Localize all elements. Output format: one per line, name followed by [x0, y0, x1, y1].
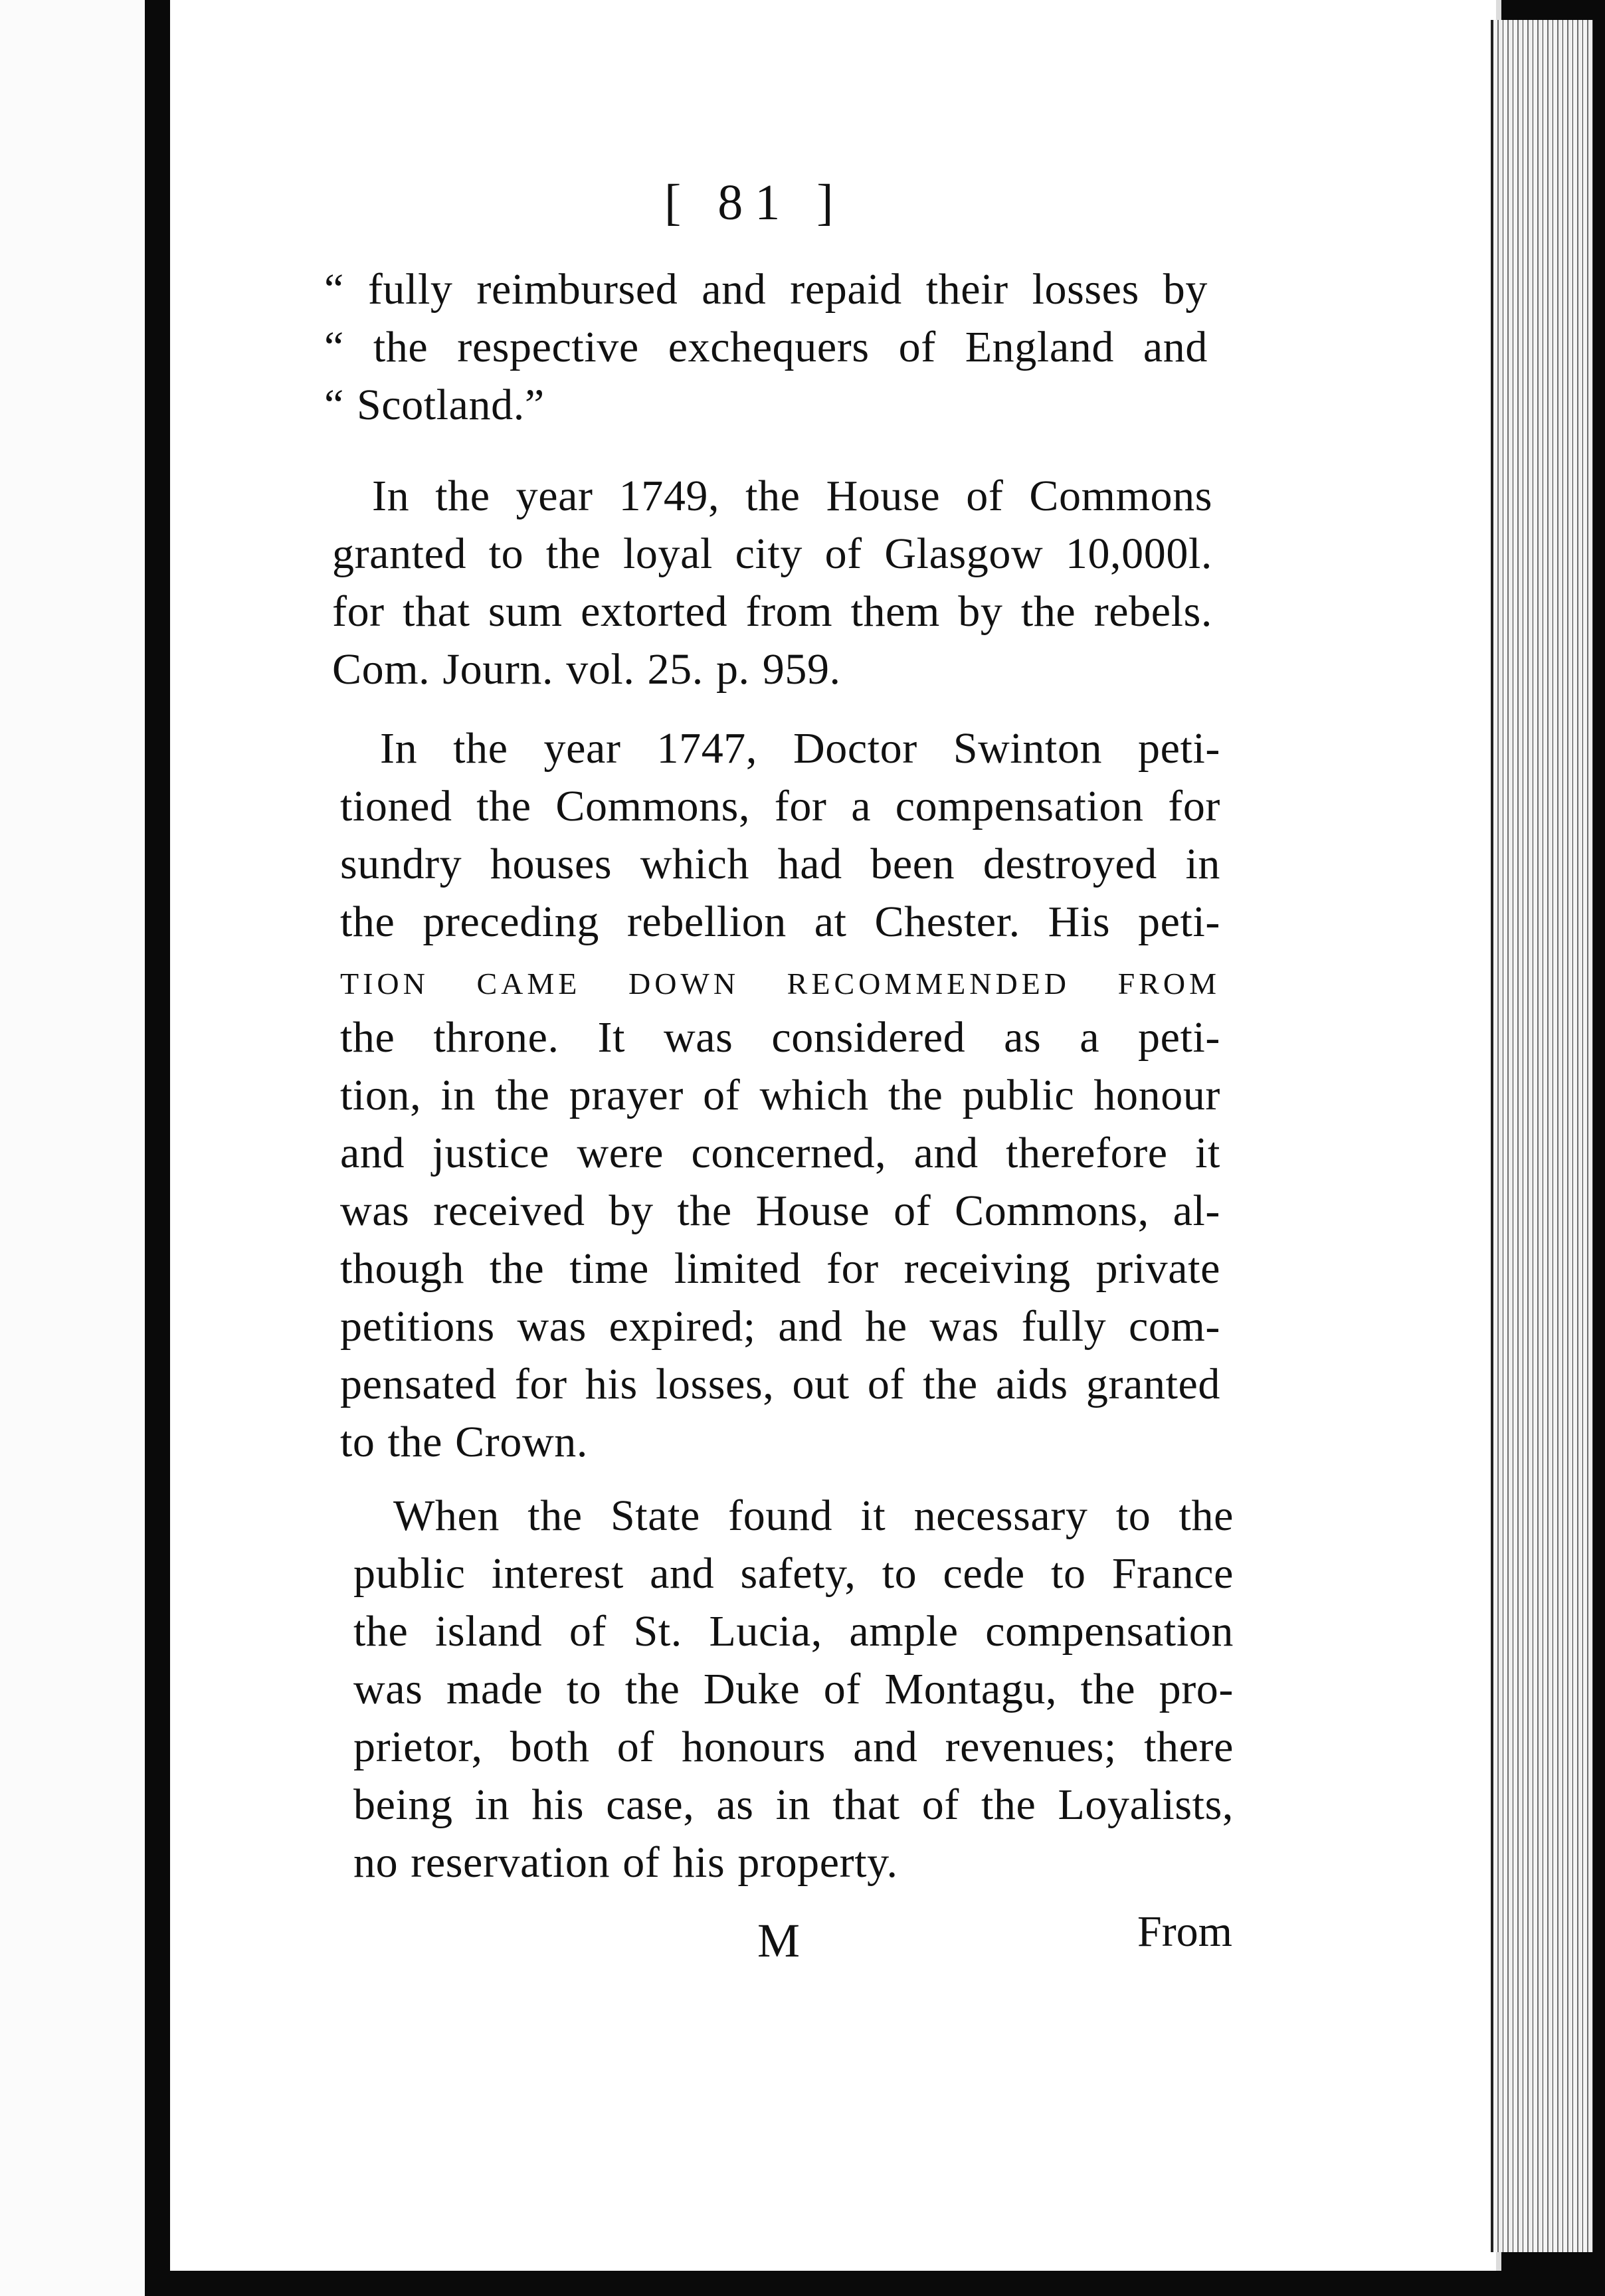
catchword: From — [1137, 1907, 1233, 1956]
text-line: granted to the loyal city of Glasgow 10,000l. — [332, 529, 1212, 578]
text-line: to the Crown. — [340, 1418, 588, 1466]
text-line: When the State found it necessary to the — [393, 1491, 1234, 1540]
text-line: petitions was expired; and he was fully com- — [340, 1302, 1220, 1351]
text-line: the island of St. Lucia, ample compensation — [353, 1607, 1234, 1656]
paragraph-1749 — [332, 467, 1212, 698]
signature-mark: M — [757, 1914, 801, 1967]
text-line: Com. Journ. vol. 25. p. 959. — [332, 645, 841, 694]
quote-paragraph — [324, 260, 1208, 434]
text-line: the preceding rebellion at Chester. His peti- — [340, 898, 1220, 946]
text-line: “ the respective exchequers of England and — [324, 323, 1208, 371]
text-line: though the time limited for receiving private — [340, 1244, 1220, 1293]
text-line: and justice were concerned, and therefore it — [340, 1129, 1220, 1177]
text-line: public interest and safety, to cede to France — [353, 1549, 1234, 1598]
text-line: was made to the Duke of Montagu, the pro- — [353, 1665, 1234, 1713]
text-line: tion came down recommended from — [340, 955, 1220, 1004]
text-line: sundry houses which had been destroyed in — [340, 840, 1220, 888]
paragraph-st-lucia — [353, 1487, 1234, 1891]
text-line: being in his case, as in that of the Loyalists, — [353, 1780, 1234, 1829]
text-line: pensated for his losses, out of the aids granted — [340, 1360, 1220, 1408]
text-line: In the year 1747, Doctor Swinton peti- — [380, 724, 1220, 773]
text-line: for that sum extorted from them by the rebels. — [332, 587, 1212, 636]
page-edges — [1491, 20, 1593, 2252]
facing-page-edge — [0, 0, 154, 2296]
text-line: tioned the Commons, for a compensation for — [340, 782, 1220, 830]
text-line: In the year 1749, the House of Commons — [372, 472, 1212, 520]
bottom-shadow — [170, 2271, 1501, 2296]
text-line: no reservation of his property. — [353, 1838, 898, 1887]
text-line: tion, in the prayer of which the public honour — [340, 1071, 1220, 1119]
text-line: prietor, both of honours and revenues; there — [353, 1723, 1234, 1771]
text-line: “ Scotland.” — [324, 381, 545, 429]
text-line: the throne. It was considered as a peti- — [340, 1013, 1220, 1062]
text-line: was received by the House of Commons, al- — [340, 1187, 1220, 1235]
page-number-header: [ 81 ] — [664, 175, 846, 231]
paragraph-1747 — [340, 719, 1220, 1471]
text-line: “ fully reimbursed and repaid their losses by — [324, 265, 1208, 314]
